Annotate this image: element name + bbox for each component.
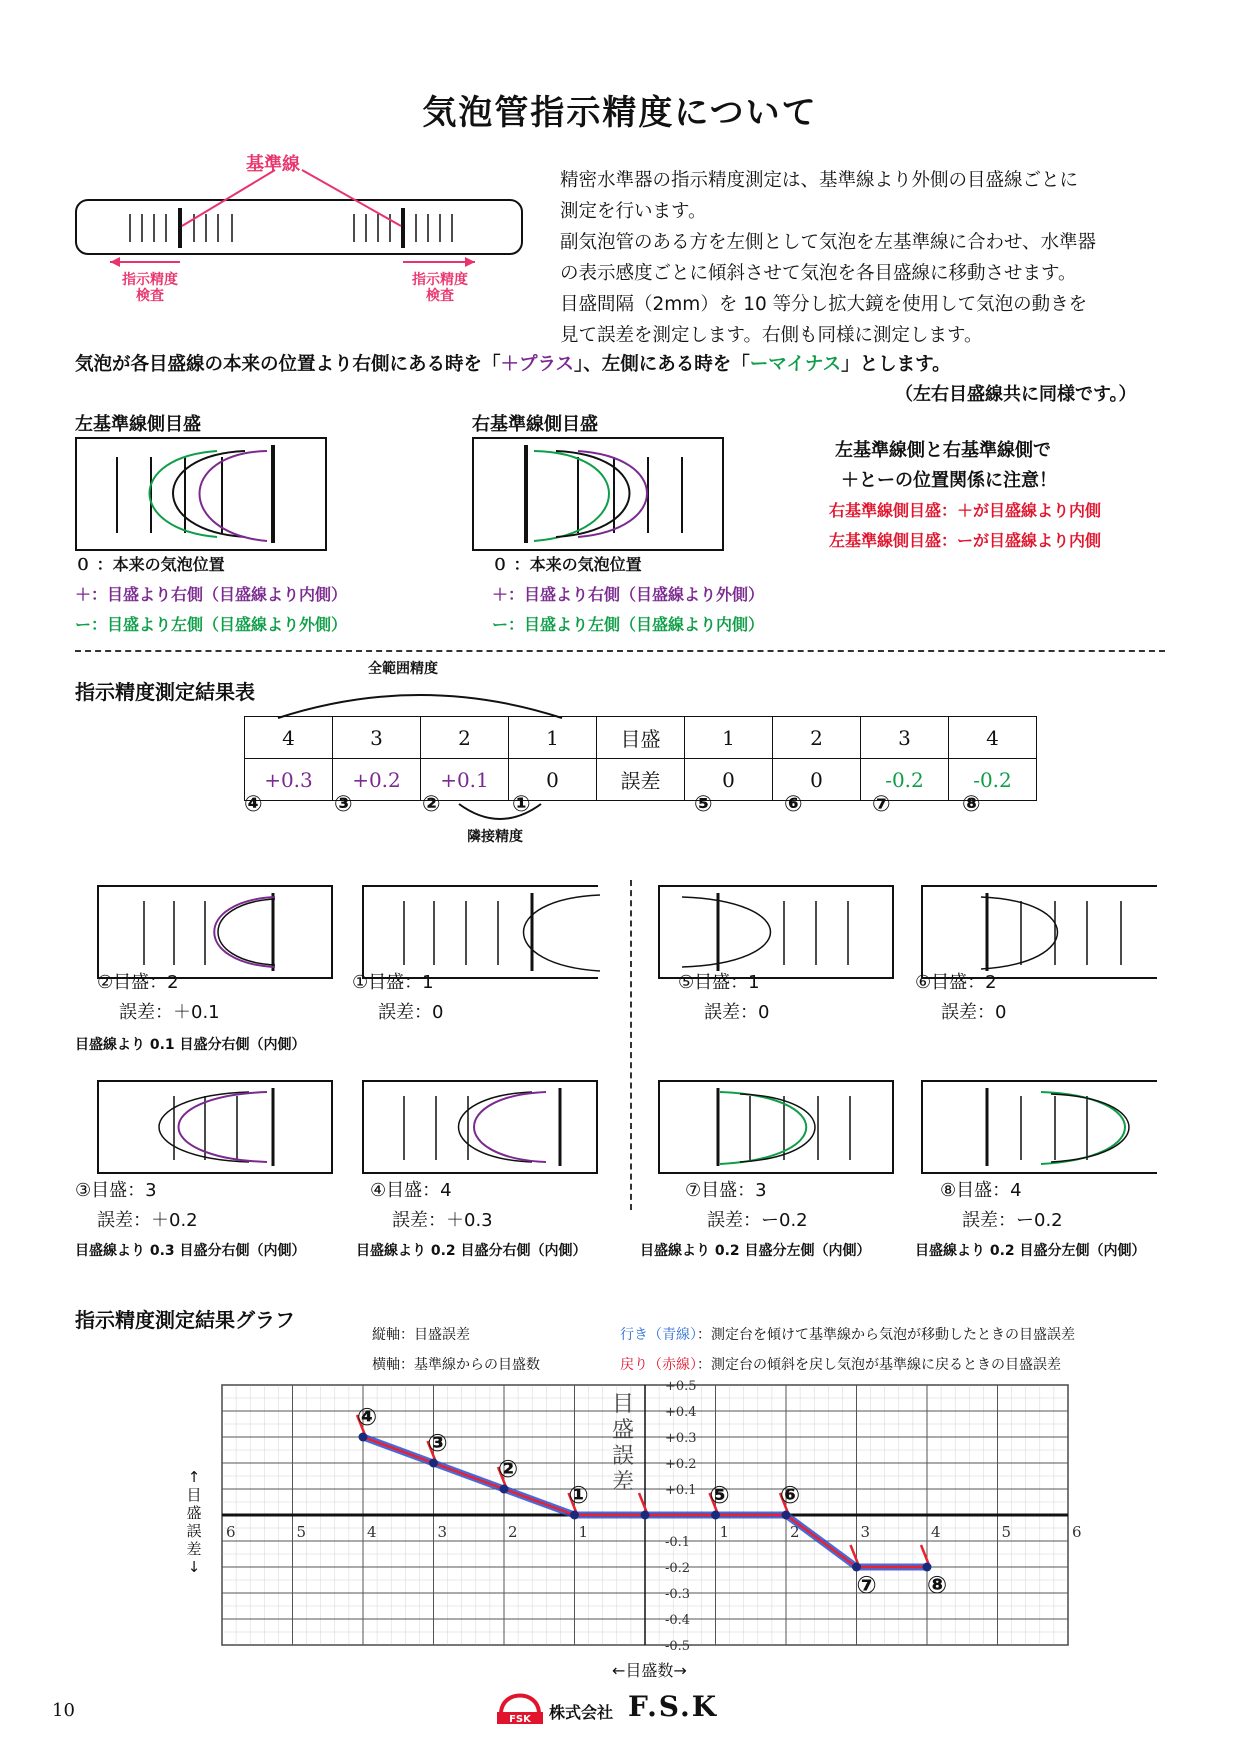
x-tick-label: 4 — [931, 1523, 941, 1541]
case-caption — [370, 1176, 493, 1236]
right-inspection-label: 指示精度 検査 — [412, 272, 468, 304]
section-divider — [75, 650, 1165, 652]
data-point — [641, 1511, 650, 1520]
legend-back-text: ：測定台の傾斜を戻し気泡が基準線に戻るときの目盛誤差 — [697, 1357, 1061, 1373]
case-note: 目盛線より 0.1 目盛分右側（内側） — [75, 1037, 306, 1053]
right-scale-diagram — [472, 437, 724, 551]
left-legend-plus: ＋：目盛より右側（目盛線より内側） — [75, 585, 348, 604]
cell: 3 — [333, 717, 421, 759]
cell: +0.2 — [333, 759, 421, 801]
page-title: 気泡管指示精度について — [422, 93, 818, 133]
cell: 2 — [421, 717, 509, 759]
x-tick-label: 5 — [1001, 1523, 1012, 1541]
cell: 0 — [685, 759, 773, 801]
case-scale: ①目盛：1 — [352, 972, 434, 993]
case-error: 誤差：ー0.2 — [962, 1210, 1063, 1231]
case-svg — [364, 887, 600, 977]
y-axis-label-char: 誤 — [611, 1444, 635, 1469]
case-scale: ②目盛：2 — [97, 972, 179, 993]
case-diagram — [362, 1080, 598, 1174]
right-scale-label: 右基準線側目盛 — [472, 414, 598, 435]
baseline-label: 基準線 — [246, 154, 300, 175]
marker: ⑦ — [872, 792, 891, 817]
y-axis-label-char: 差 — [611, 1470, 635, 1495]
case-svg — [923, 887, 1159, 977]
case-error: 誤差：0 — [704, 1002, 770, 1023]
left-scale-svg — [77, 439, 325, 549]
adjacent-arc — [455, 800, 545, 824]
header-cell: 目盛 — [597, 717, 685, 759]
case-diagram — [921, 1080, 1157, 1174]
cell: 0 — [509, 759, 597, 801]
x-tick-label: 1 — [719, 1523, 730, 1541]
y-tick-label: +0.4 — [665, 1405, 697, 1420]
rule-part1: 気泡が各目盛線の本来の位置より右側にある時を「 — [75, 354, 501, 375]
result-chart — [222, 1379, 1082, 1654]
point-label: ⑤ — [709, 1481, 730, 1509]
marker: ① — [512, 792, 531, 817]
caution-line3: 右基準線側目盛：＋が目盛線より内側 — [829, 501, 1102, 520]
marker: ⑤ — [694, 792, 713, 817]
right-scale-svg — [474, 439, 722, 549]
y-tick-label: +0.5 — [665, 1379, 697, 1394]
y-tick-label: +0.2 — [665, 1457, 697, 1472]
rule-plus: ＋プラス — [500, 354, 574, 375]
case-caption — [685, 1176, 808, 1236]
left-legend — [75, 550, 347, 640]
caution-line4: 左基準線側目盛：ーが目盛線より内側 — [829, 531, 1102, 550]
x-tick-label: 3 — [860, 1523, 871, 1541]
right-legend-minus: ー：目盛より左側（目盛線より内側） — [492, 615, 765, 634]
case-scale: ⑦目盛：3 — [685, 1180, 767, 1201]
x-tick-label: 3 — [437, 1523, 448, 1541]
range-label: 全範囲精度 — [368, 661, 438, 677]
case-error: 誤差：＋0.1 — [119, 1002, 220, 1023]
right-legend-zero: ０ ：本来の気泡位置 — [492, 555, 642, 574]
case-note: 目盛線より 0.2 目盛分左側（内側） — [640, 1243, 871, 1259]
cell: +0.1 — [421, 759, 509, 801]
point-label: ⑧ — [926, 1571, 948, 1599]
sign-rule — [75, 350, 951, 376]
marker: ④ — [244, 792, 263, 817]
cell: 4 — [245, 717, 333, 759]
marker: ③ — [334, 792, 353, 817]
cell: 2 — [773, 717, 861, 759]
point-label: ⑦ — [856, 1571, 877, 1599]
cell: 4 — [949, 717, 1037, 759]
rule-part3: 」とします。 — [841, 354, 951, 375]
left-scale-diagram — [75, 437, 327, 551]
header-cell: 誤差 — [597, 759, 685, 801]
graph-legend — [372, 1320, 540, 1380]
y-axis-label-char: 盛 — [611, 1418, 635, 1443]
case-diagram — [97, 1080, 333, 1174]
adjacent-label: 隣接精度 — [467, 829, 523, 845]
case-error: 誤差：0 — [378, 1002, 444, 1023]
point-label: ① — [568, 1481, 589, 1509]
data-point — [429, 1459, 438, 1468]
case-caption — [915, 968, 1006, 1028]
case-note: 目盛線より 0.2 目盛分右側（内側） — [356, 1243, 587, 1259]
results-table — [244, 716, 1037, 801]
case-diagram — [658, 885, 894, 979]
point-label: ⑥ — [779, 1481, 801, 1509]
legend-go-label: 行き（青線） — [620, 1327, 697, 1343]
case-diagram — [921, 885, 1157, 979]
company-name: 株式会社 — [549, 1703, 614, 1722]
cell: 0 — [773, 759, 861, 801]
logo-text: FSK — [509, 1714, 531, 1725]
fsk-logo-icon — [495, 1682, 545, 1728]
y-tick-label: -0.5 — [665, 1639, 691, 1654]
x-tick-label: 2 — [508, 1523, 518, 1541]
brand-name: F.S.K — [628, 1690, 719, 1723]
data-point — [570, 1511, 579, 1520]
left-legend-minus: ー：目盛より左側（目盛線より外側） — [75, 615, 348, 634]
case-caption — [678, 968, 769, 1028]
table-title: 指示精度測定結果表 — [75, 680, 255, 704]
page-number: 10 — [52, 1700, 75, 1721]
case-scale: ③目盛：3 — [75, 1180, 157, 1201]
rule-part2: 」、左側にある時を「 — [573, 354, 750, 375]
marker: ② — [422, 792, 441, 817]
case-caption — [940, 1176, 1063, 1236]
y-axis-label-char: 目 — [611, 1392, 635, 1417]
cell: -0.2 — [949, 759, 1037, 801]
y-tick-label: +0.1 — [665, 1483, 697, 1498]
cell: -0.2 — [861, 759, 949, 801]
marker: ⑧ — [962, 792, 981, 817]
range-arc — [270, 680, 570, 720]
case-diagram — [362, 885, 598, 979]
cell: 3 — [861, 717, 949, 759]
x-tick-label: 1 — [578, 1523, 589, 1541]
case-note: 目盛線より 0.3 目盛分右側（内側） — [75, 1243, 306, 1259]
company-logo — [495, 1682, 545, 1728]
x-tick-label: 6 — [226, 1523, 236, 1541]
case-svg — [99, 887, 331, 977]
case-scale: ⑧目盛：4 — [940, 1180, 1022, 1201]
data-point — [711, 1511, 720, 1520]
right-legend-plus: ＋：目盛より右側（目盛線より外側） — [492, 585, 765, 604]
case-error: 誤差：0 — [941, 1002, 1007, 1023]
legend-vertical: 縦軸：目盛誤差 — [372, 1327, 470, 1343]
case-error: 誤差：ー0.2 — [707, 1210, 808, 1231]
x-tick-label: 4 — [367, 1523, 377, 1541]
cell: 1 — [509, 717, 597, 759]
left-legend-zero: ０ ：本来の気泡位置 — [75, 555, 225, 574]
case-scale: ⑤目盛：1 — [678, 972, 760, 993]
data-point — [500, 1485, 509, 1494]
x-tick-label: 2 — [790, 1523, 800, 1541]
tube-diagram — [70, 150, 530, 310]
left-scale-label: 左基準線側目盛 — [75, 414, 201, 435]
graph-legend-lines — [620, 1320, 1075, 1380]
right-legend — [492, 550, 764, 640]
left-inspection-label: 指示精度 検査 — [122, 272, 178, 304]
legend-back-label: 戻り（赤線） — [620, 1357, 697, 1373]
point-label: ② — [497, 1455, 519, 1483]
case-svg — [99, 1082, 331, 1172]
graph-xlabel: ←目盛数→ — [612, 1661, 687, 1680]
cell: 1 — [685, 717, 773, 759]
y-tick-label: -0.3 — [665, 1587, 691, 1602]
case-svg — [364, 1082, 596, 1172]
caution-line1: 左基準線側と右基準線側で — [835, 440, 1051, 461]
table-row — [245, 759, 1037, 801]
rule-note: （左右目盛線共に同様です。） — [895, 384, 1137, 405]
case-caption — [97, 968, 220, 1028]
cell: +0.3 — [245, 759, 333, 801]
case-error: 誤差：＋0.2 — [97, 1210, 198, 1231]
graph-title: 指示精度測定結果グラフ — [75, 1308, 295, 1332]
legend-go-text: ：測定台を傾けて基準線から気泡が移動したときの目盛誤差 — [697, 1327, 1075, 1343]
x-tick-label: 6 — [1072, 1523, 1082, 1541]
case-scale: ⑥目盛：2 — [915, 972, 997, 993]
intro-text: 精密水準器の指示精度測定は、基準線より外側の目盛線ごとに 測定を行います。 副気泡管のある方を左側として気泡を左基準線に合わせ、水準器 の表示感度ごとに傾斜させて気泡を各目盛線に移動させます。 目盛間隔（2mm）を 10 等分し拡大鏡を使用して気泡の動きを 見て誤差を測定します。右側も同様に測定します。 — [560, 170, 1096, 346]
center-divider — [630, 880, 632, 1210]
legend-horizontal: 横軸：基準線からの目盛数 — [372, 1357, 540, 1373]
rule-minus: ーマイナス — [749, 354, 842, 375]
case-diagram — [97, 885, 333, 979]
table-row — [245, 717, 1037, 759]
case-scale: ④目盛：4 — [370, 1180, 452, 1201]
y-tick-label: -0.1 — [665, 1535, 691, 1550]
caution-box — [829, 436, 1102, 556]
x-tick-label: 5 — [296, 1523, 307, 1541]
case-caption — [75, 1176, 198, 1236]
y-tick-label: -0.2 — [665, 1561, 691, 1576]
point-label: ③ — [427, 1429, 448, 1457]
y-tick-label: +0.3 — [665, 1431, 697, 1446]
data-point — [782, 1511, 791, 1520]
caution-line2: ＋とーの位置関係に注意！ — [841, 470, 1057, 491]
marker: ⑥ — [784, 792, 803, 817]
graph-side-label: ↑目盛誤差↓ — [186, 1468, 202, 1576]
case-error: 誤差：＋0.3 — [392, 1210, 493, 1231]
case-svg — [923, 1082, 1159, 1172]
point-label: ④ — [356, 1403, 378, 1431]
case-note: 目盛線より 0.2 目盛分左側（内側） — [915, 1243, 1146, 1259]
data-point — [359, 1433, 368, 1442]
case-svg — [660, 1082, 892, 1172]
y-tick-label: -0.4 — [665, 1613, 691, 1628]
case-diagram — [658, 1080, 894, 1174]
case-caption — [352, 968, 443, 1028]
case-svg — [660, 887, 892, 977]
